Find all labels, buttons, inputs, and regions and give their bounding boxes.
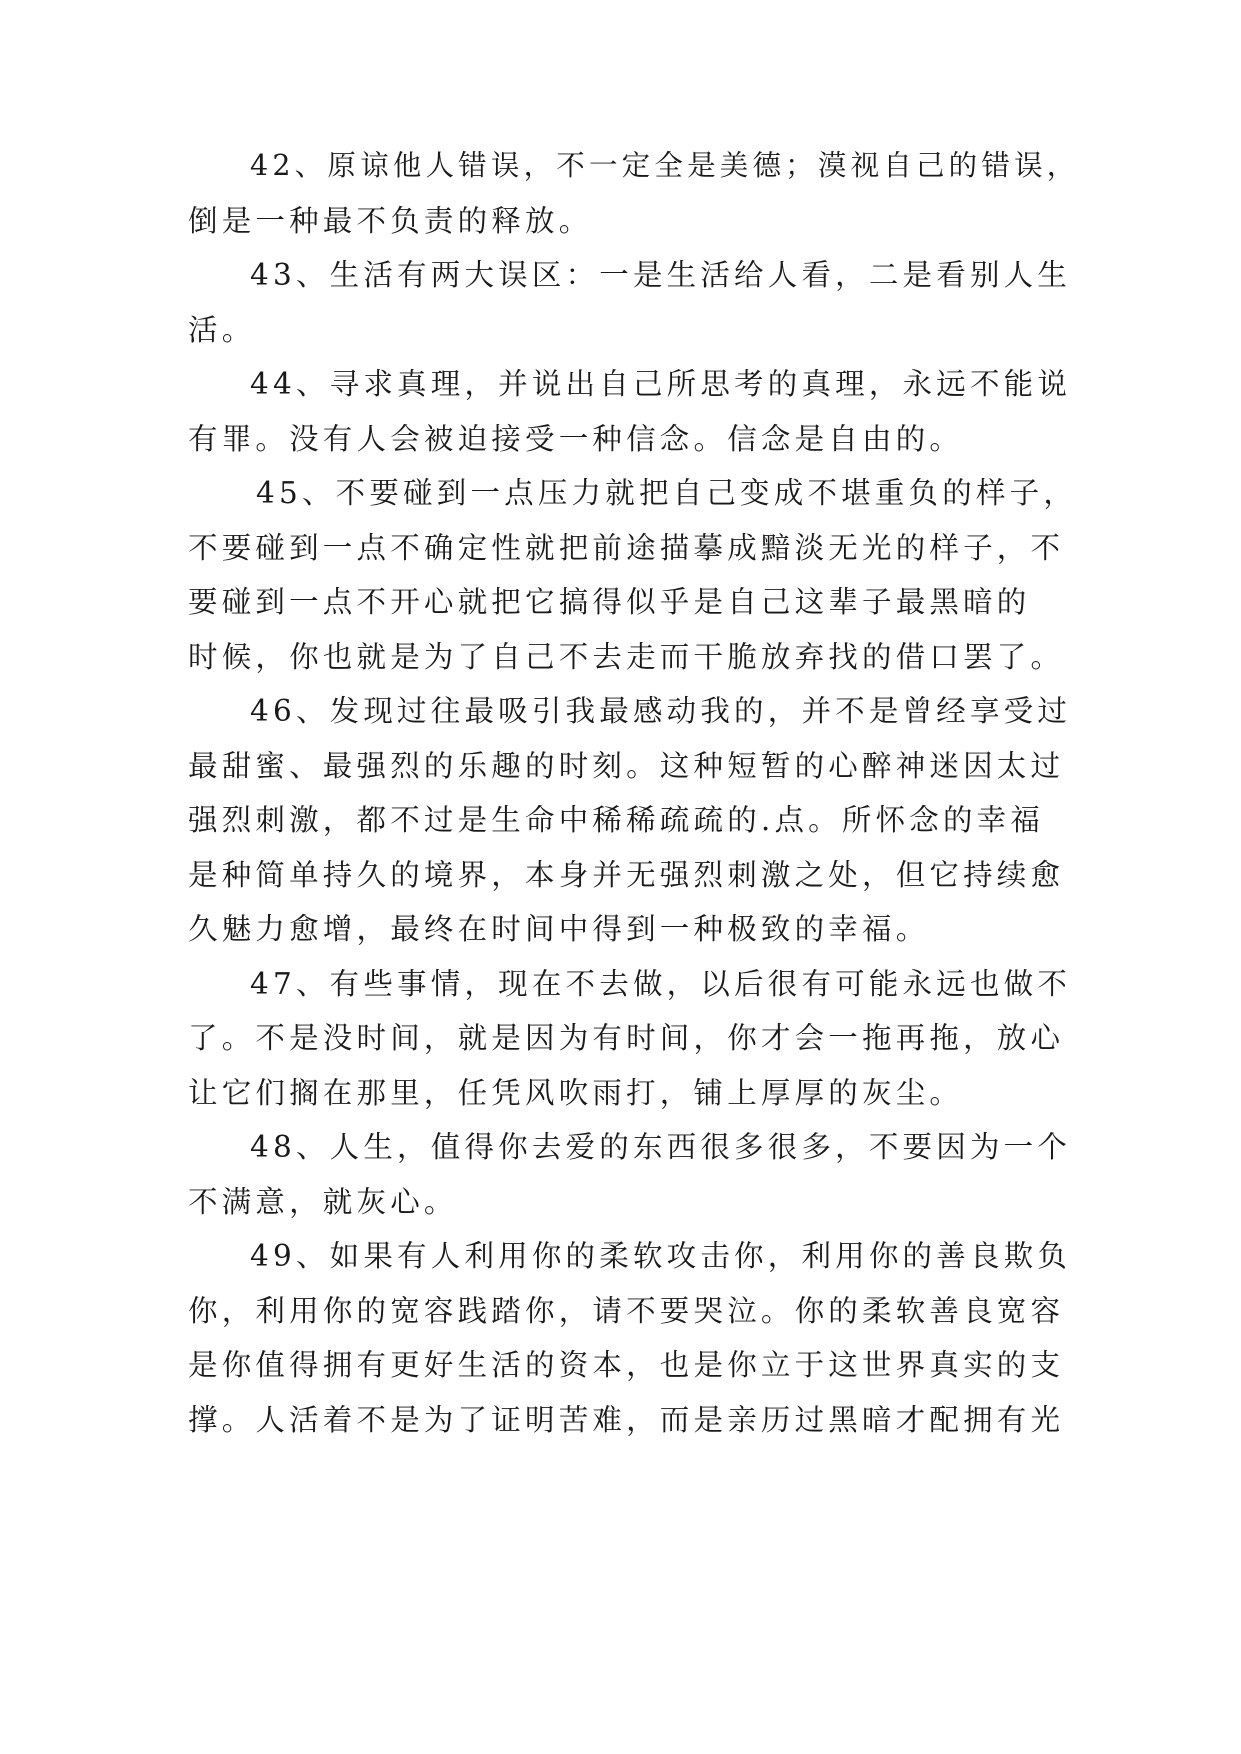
paragraph-45-line-1: 45、不要碰到一点压力就把自己变成不堪重负的样子，: [256, 476, 1078, 510]
paragraph-49-line-1: 49、如果有人利用你的柔软攻击你，利用你的善良欺负: [250, 1239, 1072, 1273]
paragraph-44-line-1: 44、寻求真理，并说出自己所思考的真理，永远不能说: [250, 367, 1072, 401]
paragraph-49-line-3: 是你值得拥有更好生活的资本，也是你立于这世界真实的支: [188, 1348, 1065, 1382]
paragraph-47-line-3: 让它们搁在那里，任凭风吹雨打，铺上厚厚的灰尘。: [188, 1076, 964, 1110]
paragraph-47-line-2: 了。不是没时间，就是因为有时间，你才会一拖再拖，放心: [188, 1021, 1065, 1055]
paragraph-43-line-2: 活。: [188, 313, 256, 347]
paragraph-42-line-2: 倒是一种最不负责的释放。: [188, 204, 593, 238]
paragraph-48-line-2: 不满意，就灰心。: [188, 1185, 458, 1219]
paragraph-46-line-3: 强烈刺激，都不过是生命中稀稀疏疏的.点。所怀念的幸福: [188, 803, 1045, 837]
paragraph-42-line-1: 42、原谅他人错误，不一定全是美德；漠视自己的错误，: [250, 149, 1080, 182]
paragraph-49-line-4: 撑。人活着不是为了证明苦难，而是亲历过黑暗才配拥有光: [188, 1403, 1065, 1437]
paragraph-46-line-4: 是种简单持久的境界，本身并无强烈刺激之处，但它持续愈: [188, 858, 1065, 892]
paragraph-46-line-5: 久魅力愈增，最终在时间中得到一种极致的幸福。: [188, 912, 930, 946]
paragraph-45-line-2: 不要碰到一点不确定性就把前途描摹成黯淡无光的样子，不: [188, 531, 1065, 565]
paragraph-46-line-1: 46、发现过往最吸引我最感动我的，并不是曾经享受过: [250, 694, 1072, 728]
paragraph-46-line-2: 最甜蜜、最强烈的乐趣的时刻。这种短暂的心醉神迷因太过: [188, 749, 1065, 783]
paragraph-45-line-3: 要碰到一点不开心就把它搞得似乎是自己这辈子最黑暗的: [188, 585, 1031, 619]
paragraph-47-line-1: 47、有些事情，现在不去做，以后很有可能永远也做不: [250, 967, 1072, 1001]
paragraph-45-line-4: 时候，你也就是为了自己不去走而干脆放弃找的借口罢了。: [188, 640, 1065, 674]
paragraph-43-line-1: 43、生活有两大误区：一是生活给人看，二是看别人生: [250, 258, 1072, 292]
paragraph-44-line-2: 有罪。没有人会被迫接受一种信念。信念是自由的。: [188, 422, 964, 456]
paragraph-49-line-2: 你，利用你的宽容践踏你，请不要哭泣。你的柔软善良宽容: [188, 1294, 1065, 1328]
paragraph-48-line-1: 48、人生，值得你去爱的东西很多很多，不要因为一个: [250, 1130, 1072, 1164]
